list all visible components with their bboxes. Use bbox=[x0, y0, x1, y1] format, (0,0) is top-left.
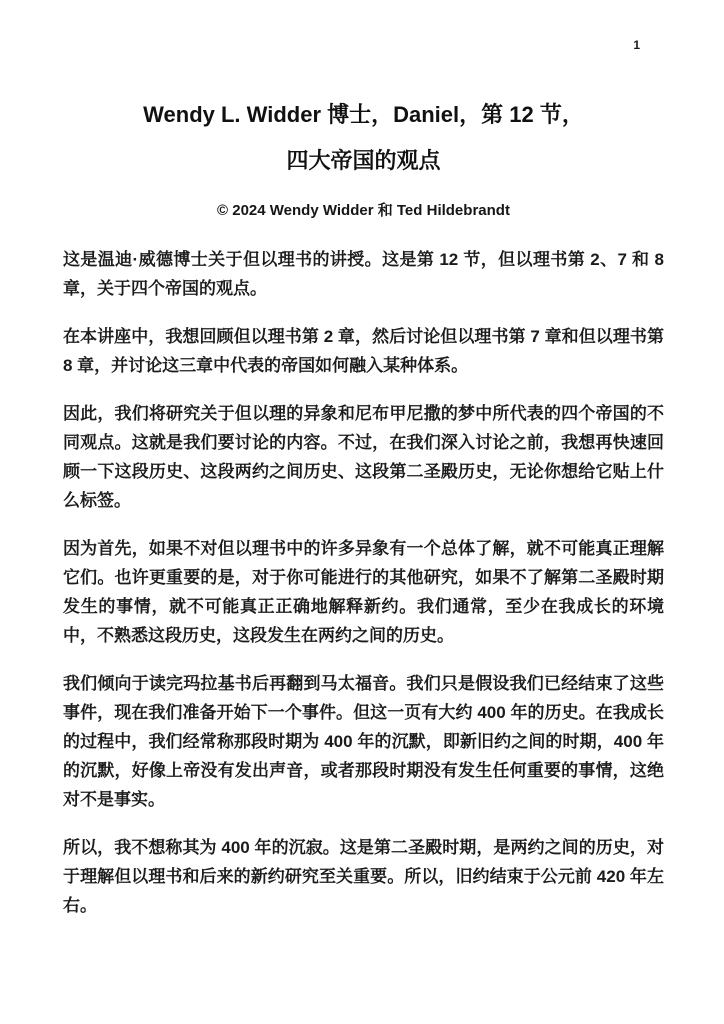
document-title bbox=[63, 92, 664, 184]
paragraph-5: 我们倾向于读完玛拉基书后再翻到马太福音。我们只是假设我们已经结束了这些事件，现在我们准备开始下一个事件。但这一页有大约 400 年的历史。在我成长的过程中，我们经常称那段时期为 400 年的沉默，即新旧约之间的时期，400 年的沉默，好像上帝没有发出声音，或者那段时期没有发生任何重要的事情，这绝对不是事实。 bbox=[63, 673, 664, 809]
paragraph-2: 在本讲座中，我想回顾但以理书第 2 章，然后讨论但以理书第 7 章和但以理书第 8 章，并讨论这三章中代表的帝国如何融入某种体系。 bbox=[63, 326, 664, 375]
paragraph-6: 所以，我不想称其为 400 年的沉寂。这是第二圣殿时期，是两约之间的历史，对于理解但以理书和后来的新约研究至关重要。所以，旧约结束于公元前 420 年左右。 bbox=[63, 837, 664, 915]
paragraph-1: 这是温迪·威德博士关于但以理书的讲授。这是第 12 节，但以理书第 2、7 和 8 章，关于四个帝国的观点。 bbox=[63, 249, 664, 298]
page-content bbox=[0, 92, 724, 920]
body-text bbox=[63, 245, 664, 920]
page-number: 1 bbox=[633, 38, 640, 52]
document-title-line2: 四大帝国的观点 bbox=[286, 148, 441, 173]
paragraph-4: 因为首先，如果不对但以理书中的许多异象有一个总体了解，就不可能真正理解它们。也许更重要的是，对于你可能进行的其他研究，如果不了解第二圣殿时期发生的事情，就不可能真正正确地解释新约。我们通常，至少在我成长的环境中，不熟悉这段历史，这段发生在两约之间的历史。 bbox=[63, 538, 664, 645]
document-title-line1: Wendy L. Widder 博士，Daniel，第 12 节， bbox=[143, 102, 584, 127]
copyright-line: © 2024 Wendy Widder 和 Ted Hildebrandt bbox=[217, 201, 510, 219]
paragraph-3: 因此，我们将研究关于但以理的异象和尼布甲尼撒的梦中所代表的四个帝国的不同观点。这就是我们要讨论的内容。不过，在我们深入讨论之前，我想再快速回顾一下这段历史、这段两约之间历史、这段第二圣殿历史，无论你想给它贴上什么标签。 bbox=[63, 403, 664, 510]
